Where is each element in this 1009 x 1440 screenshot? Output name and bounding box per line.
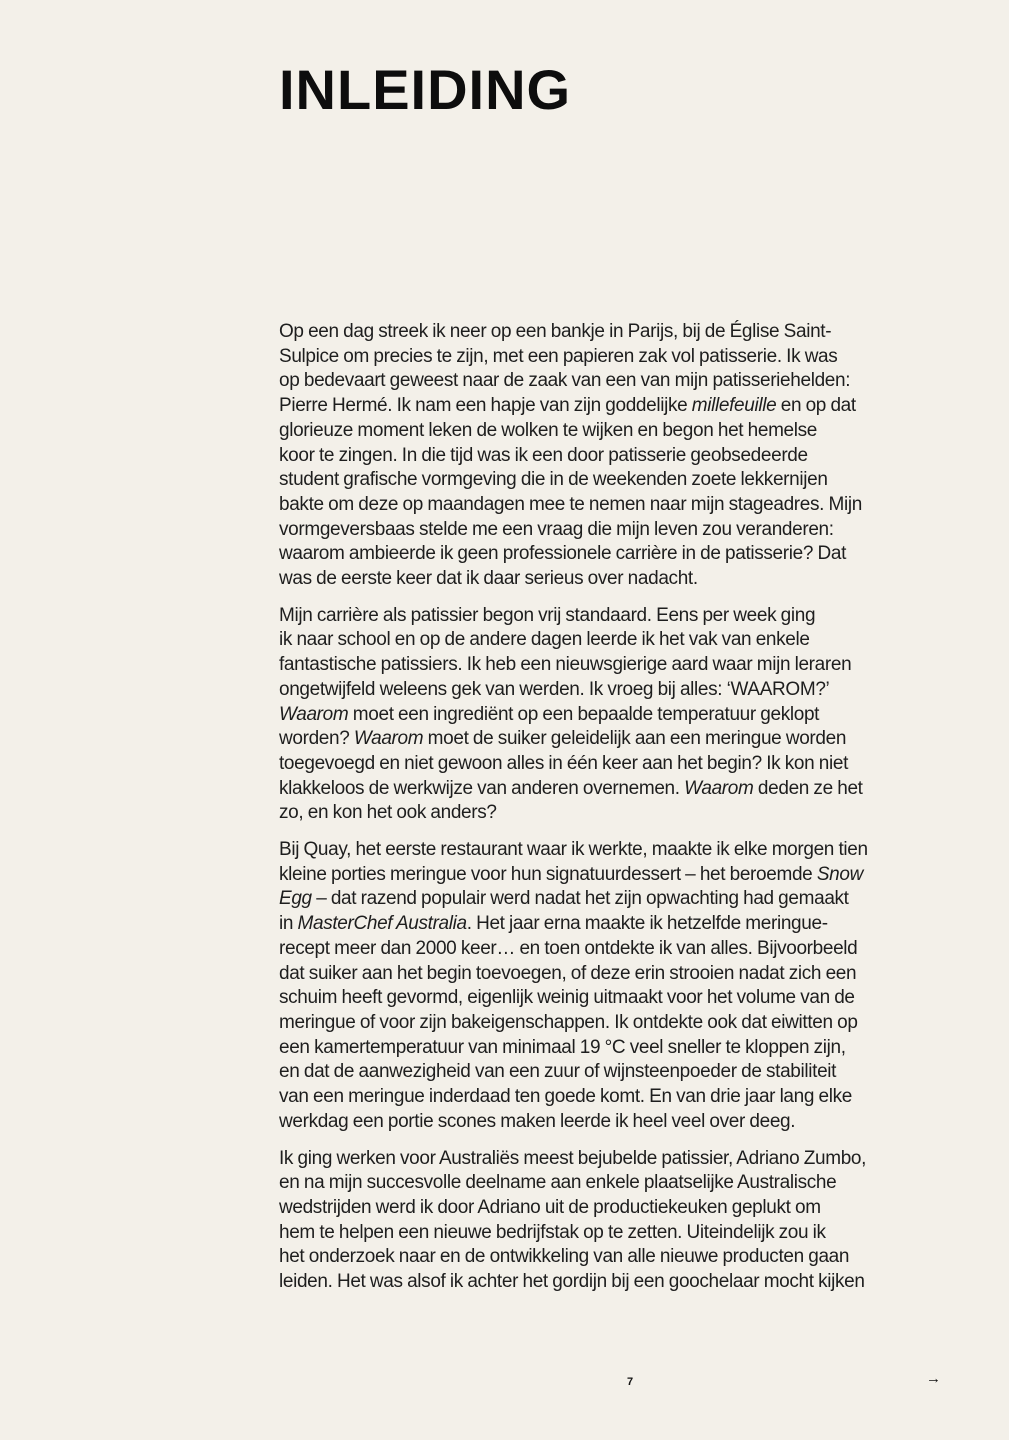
text-line <box>279 1196 949 1221</box>
text-run: klakkeloos de werkwijze van anderen overnemen. <box>279 777 685 799</box>
italic-text: Snow <box>816 863 863 885</box>
text-line <box>279 678 949 703</box>
text-run: een kamertemperatuur van minimaal 19 °C veel sneller te kloppen zijn, <box>279 1036 846 1058</box>
italic-text: Waarom <box>279 703 349 725</box>
text-line <box>279 887 949 912</box>
text-run: deden ze het <box>753 777 863 799</box>
text-run: fantastische patissiers. Ik heb een nieuwsgierige aard waar mijn leraren <box>279 654 852 676</box>
text-line <box>279 838 949 863</box>
next-page-arrow-icon[interactable]: → <box>926 1370 941 1387</box>
text-line <box>279 863 949 888</box>
text-run: glorieuze moment leken de wolken te wijken en begon het hemelse <box>279 419 818 441</box>
text-run: en na mijn succesvolle deelname aan enkele plaatselijke Australische <box>279 1172 837 1194</box>
text-line <box>279 1110 949 1135</box>
paragraph <box>279 604 949 826</box>
text-line <box>279 986 949 1011</box>
text-line <box>279 542 949 567</box>
text-line <box>279 962 949 987</box>
text-line <box>279 1011 949 1036</box>
text-line <box>279 567 949 592</box>
text-run: in <box>279 913 298 935</box>
text-line <box>279 604 949 629</box>
text-line <box>279 518 949 543</box>
italic-text: Egg <box>279 888 312 910</box>
text-line <box>279 628 949 653</box>
text-run: en dat de aanwezigheid van een zuur of wijnsteenpoeder de stabiliteit <box>279 1061 837 1083</box>
text-run: student grafische vormgeving die in de weekenden zoete lekkernijen <box>279 469 828 491</box>
paragraph <box>279 320 949 592</box>
text-run: werkdag een portie scones maken leerde ik heel veel over deeg. <box>279 1110 796 1132</box>
text-line <box>279 1085 949 1110</box>
text-run: Pierre Hermé. Ik nam een hapje van zijn goddelijke <box>279 395 692 417</box>
text-line <box>279 320 949 345</box>
text-run: hem te helpen een nieuwe bedrijfstak op te zetten. Uiteindelijk zou ik <box>279 1221 826 1243</box>
text-run: Ik ging werken voor Australiës meest bejubelde patissier, Adriano Zumbo, <box>279 1147 867 1169</box>
italic-text: Waarom <box>684 777 754 799</box>
text-run: het onderzoek naar en de ontwikkeling van alle nieuwe producten gaan <box>279 1246 850 1268</box>
text-run: zo, en kon het ook anders? <box>279 802 497 824</box>
text-run: van een meringue inderdaad ten goede komt. En van drie jaar lang elke <box>279 1086 852 1108</box>
text-run: Sulpice om precies te zijn, met een papieren zak vol patisserie. Ik was <box>279 345 838 367</box>
text-run: Bij Quay, het eerste restaurant waar ik werkte, maakte ik elke morgen tien <box>279 839 868 861</box>
text-run: schuim heeft gevormd, eigenlijk weinig uitmaakt voor het volume van de <box>279 987 855 1009</box>
text-run: dat suiker aan het begin toevoegen, of deze erin strooien nadat zich een <box>279 962 857 984</box>
text-line <box>279 394 949 419</box>
text-run: koor te zingen. In die tijd was ik een door patisserie geobsedeerde <box>279 444 808 466</box>
text-line <box>279 1171 949 1196</box>
text-run: Op een dag streek ik neer op een bankje in Parijs, bij de Église Saint- <box>279 321 832 342</box>
text-run: recept meer dan 2000 keer… en toen ontdekte ik van alles. Bijvoorbeeld <box>279 937 858 959</box>
text-run: meringue of voor zijn bakeigenschappen. Ik ontdekte ook dat eiwitten op <box>279 1011 858 1033</box>
italic-text: Waarom <box>353 728 424 750</box>
text-line <box>279 444 949 469</box>
italic-text: millefeuille <box>691 395 777 417</box>
text-line <box>279 777 949 802</box>
text-line <box>279 801 949 826</box>
text-run: ongetwijfeld weleens gek van werden. Ik vroeg bij alles: ‘WAAROM?’ <box>279 678 830 700</box>
text-run: kleine porties meringue voor hun signatuurdessert – het beroemde <box>279 863 817 885</box>
text-run: moet een ingrediënt op een bepaalde temperatuur geklopt <box>348 703 820 725</box>
text-line <box>279 752 949 777</box>
text-run: worden? <box>279 728 354 750</box>
text-run: bakte om deze op maandagen mee te nemen naar mijn stageadres. Mijn <box>279 493 862 515</box>
body-text <box>279 320 949 1307</box>
text-run: toegevoegd en niet gewoon alles in één keer aan het begin? Ik kon niet <box>279 752 849 774</box>
text-run: vormgeversbaas stelde me een vraag die mijn leven zou veranderen: <box>279 518 834 540</box>
text-run: en op dat <box>776 395 856 417</box>
paragraph <box>279 1147 949 1295</box>
text-run: – dat razend populair werd nadat het zijn opwachting had gemaakt <box>311 888 849 910</box>
page-title: INLEIDING <box>279 58 572 121</box>
text-run: moet de suiker geleidelijk aan een meringue worden <box>423 728 847 750</box>
text-line <box>279 1147 949 1172</box>
text-line <box>279 493 949 518</box>
text-line <box>279 1036 949 1061</box>
text-line <box>279 912 949 937</box>
text-run: . Het jaar erna maakte ik hetzelfde meringue- <box>466 913 828 935</box>
text-line <box>279 1221 949 1246</box>
text-line <box>279 937 949 962</box>
text-run: ik naar school en op de andere dagen leerde ik het vak van enkele <box>279 629 810 651</box>
italic-text: MasterChef Australia <box>297 913 467 935</box>
text-line <box>279 703 949 728</box>
text-run: leiden. Het was alsof ik achter het gordijn bij een goochelaar mocht kijken <box>279 1271 865 1293</box>
page-number: 7 <box>627 1376 634 1388</box>
text-line <box>279 468 949 493</box>
text-run: op bedevaart geweest naar de zaak van een van mijn patisseriehelden: <box>279 370 851 392</box>
text-line <box>279 727 949 752</box>
text-line <box>279 369 949 394</box>
text-run: wedstrijden werd ik door Adriano uit de productiekeuken geplukt om <box>279 1196 821 1218</box>
text-run: Mijn carrière als patissier begon vrij standaard. Eens per week ging <box>279 604 816 626</box>
text-line <box>279 345 949 370</box>
text-line <box>279 1270 949 1295</box>
text-line <box>279 1060 949 1085</box>
text-line <box>279 419 949 444</box>
text-run: was de eerste keer dat ik daar serieus over nadacht. <box>279 568 698 590</box>
text-run: waarom ambieerde ik geen professionele carrière in de patisserie? Dat <box>279 543 846 565</box>
text-line <box>279 653 949 678</box>
paragraph <box>279 838 949 1134</box>
text-line <box>279 1245 949 1270</box>
